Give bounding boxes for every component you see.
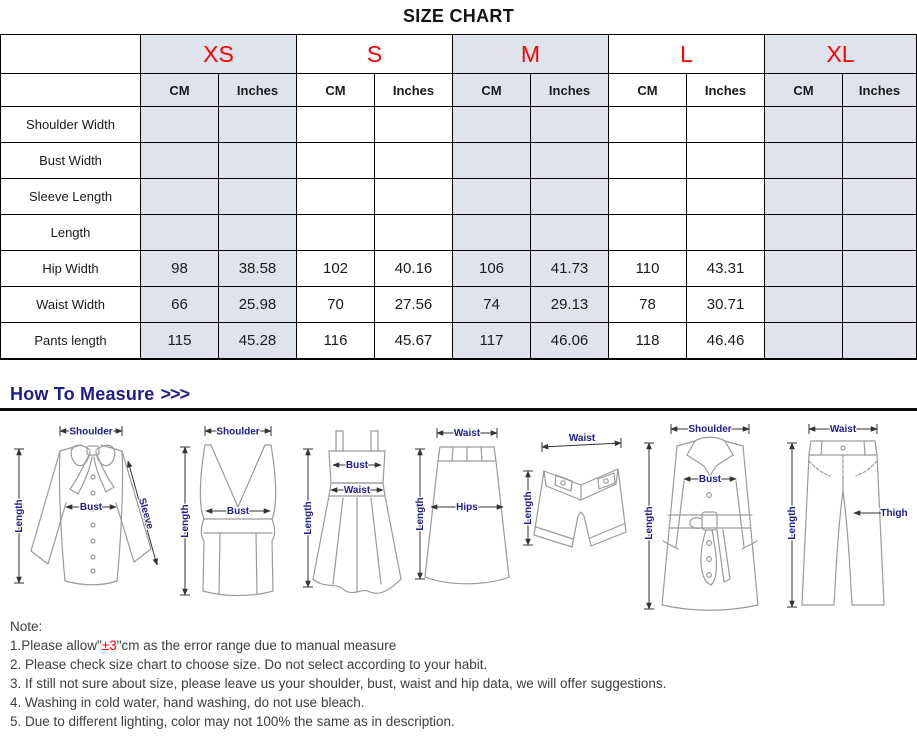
- value-cell: [531, 179, 609, 215]
- coat-drawing: [662, 437, 758, 610]
- row-label: Waist Width: [1, 287, 141, 323]
- value-cell: 70: [297, 287, 375, 323]
- page-title: SIZE CHART: [403, 6, 514, 26]
- unit-header-cell: Inches: [375, 74, 453, 107]
- value-cell: 102: [297, 251, 375, 287]
- value-cell: [219, 143, 297, 179]
- value-cell: 40.16: [375, 251, 453, 287]
- value-cell: [687, 215, 765, 251]
- value-cell: [765, 251, 843, 287]
- table-row: [1, 107, 917, 143]
- value-cell: [375, 143, 453, 179]
- value-cell: [843, 143, 917, 179]
- value-cell: [765, 287, 843, 323]
- value-cell: [453, 143, 531, 179]
- figure-dress: [302, 419, 412, 615]
- chevrons-icon: >>>: [160, 383, 190, 404]
- figure-skirt: [413, 419, 518, 615]
- label-shoulder: Shoulder: [216, 426, 260, 437]
- label-waist: Waist: [569, 432, 596, 444]
- size-header-xs: XS: [141, 35, 297, 74]
- table-row: [1, 179, 917, 215]
- value-cell: [297, 143, 375, 179]
- note-line: 2. Please check size chart to choose size. Do not select according to your habit.: [10, 656, 488, 672]
- size-table: [0, 34, 917, 360]
- note1-tolerance: ±3: [101, 637, 117, 653]
- value-cell: [687, 107, 765, 143]
- pants-drawing: [802, 441, 884, 605]
- figure-vest: [175, 419, 300, 615]
- value-cell: [843, 107, 917, 143]
- label-waist: Waist: [454, 427, 481, 439]
- row-label: Pants length: [1, 323, 141, 359]
- value-cell: [531, 107, 609, 143]
- table-row: [1, 143, 917, 179]
- value-cell: 38.58: [219, 251, 297, 287]
- value-cell: [375, 179, 453, 215]
- shorts-drawing: [534, 469, 626, 547]
- value-cell: [687, 179, 765, 215]
- row-label: Length: [1, 215, 141, 251]
- table-row: [1, 323, 917, 359]
- value-cell: 98: [141, 251, 219, 287]
- value-cell: 25.98: [219, 287, 297, 323]
- value-cell: 106: [453, 251, 531, 287]
- note-line: 3. If still not sure about size, please leave us your shoulder, bust, waist and hip data, we will offer suggestions.: [10, 675, 667, 691]
- value-cell: [609, 143, 687, 179]
- value-cell: 45.67: [375, 323, 453, 359]
- unit-header-cell: CM: [765, 74, 843, 107]
- value-cell: 46.06: [531, 323, 609, 359]
- value-cell: [531, 215, 609, 251]
- figure-shorts: [520, 419, 635, 615]
- notes-list: [10, 655, 917, 731]
- size-header-row: [1, 35, 917, 74]
- label-shoulder: Shoulder: [688, 423, 732, 435]
- value-cell: [687, 143, 765, 179]
- unit-header-cell: CM: [453, 74, 531, 107]
- value-cell: [765, 323, 843, 359]
- label-waist: Waist: [343, 484, 370, 496]
- value-cell: [141, 179, 219, 215]
- corner-cell: [1, 74, 141, 107]
- value-cell: [453, 179, 531, 215]
- table-row: [1, 215, 917, 251]
- value-cell: [141, 215, 219, 251]
- label-length: Length: [179, 503, 191, 538]
- size-table-head: [1, 35, 917, 107]
- value-cell: [765, 215, 843, 251]
- row-label: Shoulder Width: [1, 107, 141, 143]
- label-bust: Bust: [345, 459, 368, 471]
- notes-section: [10, 617, 917, 731]
- size-header-s: S: [297, 35, 453, 74]
- value-cell: [297, 215, 375, 251]
- unit-header-cell: Inches: [687, 74, 765, 107]
- value-cell: [375, 215, 453, 251]
- value-cell: [531, 143, 609, 179]
- value-cell: 116: [297, 323, 375, 359]
- note-line: 5. Due to different lighting, color may not 100% the same as in description.: [10, 713, 455, 729]
- label-thigh: Thigh: [880, 507, 908, 519]
- value-cell: 41.73: [531, 251, 609, 287]
- value-cell: [219, 107, 297, 143]
- label-length: Length: [644, 505, 656, 540]
- figure-blouse: [8, 419, 173, 615]
- label-bust: Bust: [226, 505, 249, 517]
- size-header-l: L: [609, 35, 765, 74]
- notes-heading: Note:: [10, 618, 43, 634]
- value-cell: 110: [609, 251, 687, 287]
- value-cell: 78: [609, 287, 687, 323]
- skirt-drawing: [425, 447, 509, 584]
- label-waist: Waist: [829, 423, 857, 435]
- note-line: 4. Washing in cold water, hand washing, do not use bleach.: [10, 694, 365, 710]
- label-hips: Hips: [456, 501, 479, 513]
- value-cell: [609, 215, 687, 251]
- value-cell: 118: [609, 323, 687, 359]
- value-cell: [843, 323, 917, 359]
- unit-header-cell: Inches: [843, 74, 917, 107]
- label-length: Length: [14, 498, 25, 533]
- how-to-measure-text: How To Measure: [10, 383, 155, 404]
- value-cell: [609, 179, 687, 215]
- label-length: Length: [415, 496, 427, 531]
- label-bust: Bust: [699, 473, 722, 485]
- value-cell: 117: [453, 323, 531, 359]
- figure-pants: [784, 419, 909, 615]
- measure-figures: [0, 411, 917, 611]
- unit-header-row: [1, 74, 917, 107]
- note-line-1: [10, 636, 917, 655]
- note1-pre: 1.Please allow": [10, 637, 102, 653]
- value-cell: [609, 107, 687, 143]
- value-cell: [843, 179, 917, 215]
- value-cell: [219, 179, 297, 215]
- table-row: [1, 251, 917, 287]
- label-bust: Bust: [79, 501, 103, 513]
- size-header-xl: XL: [765, 35, 917, 74]
- label-length: Length: [302, 500, 314, 535]
- value-cell: [843, 287, 917, 323]
- pants-measure-arrows: [787, 424, 881, 607]
- value-cell: 29.13: [531, 287, 609, 323]
- value-cell: 46.46: [687, 323, 765, 359]
- size-header-m: M: [453, 35, 609, 74]
- value-cell: [843, 215, 917, 251]
- value-cell: [219, 215, 297, 251]
- value-cell: 115: [141, 323, 219, 359]
- how-to-measure-heading: [10, 384, 917, 405]
- label-shoulder: Shoulder: [69, 426, 113, 437]
- unit-header-cell: Inches: [531, 74, 609, 107]
- value-cell: [843, 251, 917, 287]
- value-cell: [141, 143, 219, 179]
- blouse-drawing: [31, 445, 151, 585]
- value-cell: [453, 215, 531, 251]
- value-cell: [141, 107, 219, 143]
- shorts-measure-arrows: [523, 438, 621, 545]
- value-cell: 74: [453, 287, 531, 323]
- note1-post: "cm as the error range due to manual measure: [116, 637, 397, 653]
- corner-cell: [1, 35, 141, 74]
- row-label: Hip Width: [1, 251, 141, 287]
- value-cell: [297, 107, 375, 143]
- row-label: Bust Width: [1, 143, 141, 179]
- coat-measure-arrows: [644, 424, 749, 609]
- table-row: [1, 287, 917, 323]
- unit-header-cell: CM: [609, 74, 687, 107]
- value-cell: [765, 107, 843, 143]
- vest-measure-arrows: [180, 426, 271, 595]
- label-sleeve: Sleeve: [135, 496, 156, 530]
- value-cell: [375, 107, 453, 143]
- value-cell: 66: [141, 287, 219, 323]
- label-length: Length: [523, 490, 535, 525]
- value-cell: [453, 107, 531, 143]
- unit-header-cell: Inches: [219, 74, 297, 107]
- value-cell: 27.56: [375, 287, 453, 323]
- value-cell: 45.28: [219, 323, 297, 359]
- vest-drawing: [200, 445, 275, 596]
- value-cell: 43.31: [687, 251, 765, 287]
- unit-header-cell: CM: [141, 74, 219, 107]
- value-cell: [765, 179, 843, 215]
- size-table-body: [1, 107, 917, 359]
- label-length: Length: [786, 505, 798, 540]
- value-cell: 30.71: [687, 287, 765, 323]
- unit-header-cell: CM: [297, 74, 375, 107]
- row-label: Sleeve Length: [1, 179, 141, 215]
- figure-coat: [637, 419, 782, 615]
- value-cell: [765, 143, 843, 179]
- value-cell: [297, 179, 375, 215]
- dress-drawing: [313, 431, 401, 593]
